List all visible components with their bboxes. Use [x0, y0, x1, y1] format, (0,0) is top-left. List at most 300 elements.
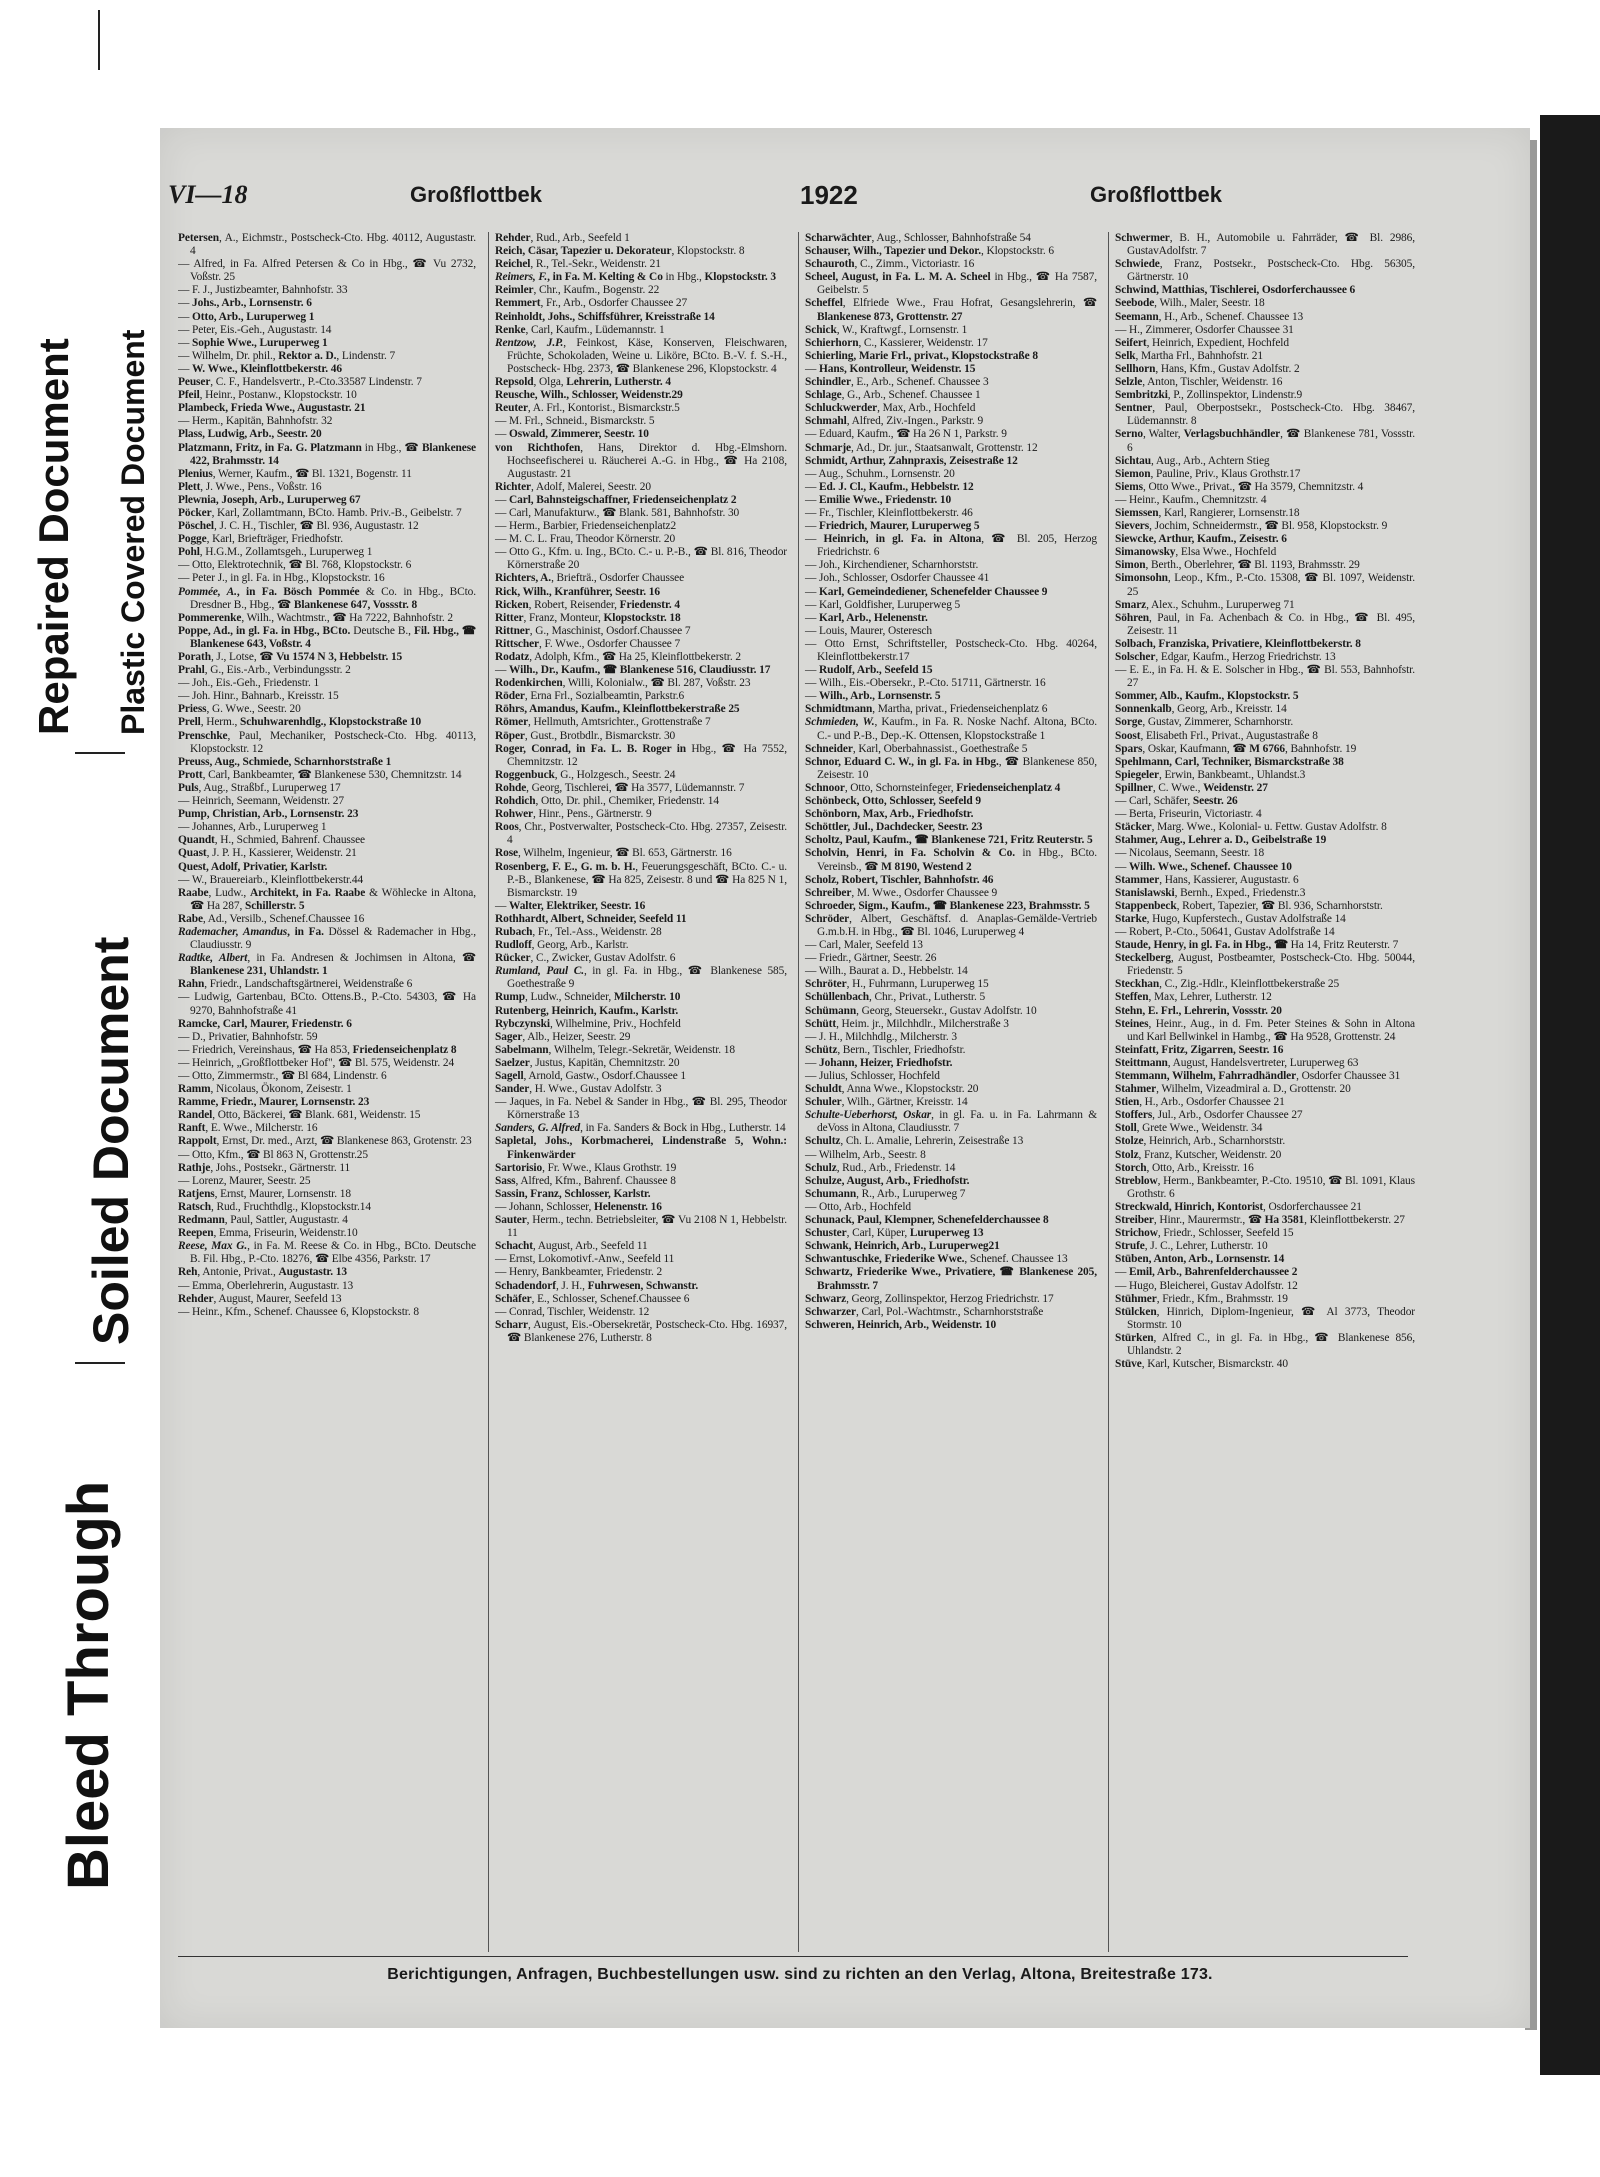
directory-entry: Pogge, Karl, Briefträger, Friedhofstr.	[178, 533, 343, 546]
directory-entry: Reichel, R., Tel.-Sekr., Weidenstr. 21	[495, 258, 661, 271]
directory-entry: Schmidt, Arthur, Zahnpraxis, Zeisestraße 12	[805, 454, 1018, 467]
directory-entry: Streblow, Herm., Bankbeamter, P.-Cto. 19510, ☎ Bl. 1091, Klaus Grothstr. 6	[1115, 1174, 1415, 1200]
directory-entry: Schwarz, Georg, Zollinspektor, Herzog Friedrichstr. 17	[805, 1292, 1054, 1305]
directory-entry: Ramcke, Carl, Maurer, Friedenstr. 6	[178, 1017, 352, 1030]
directory-entry: Rücker, C., Zwicker, Gustav Adolfstr. 6	[495, 952, 676, 965]
footer-divider	[178, 1956, 1408, 1957]
directory-entry: — Jaques, in Fa. Nebel & Sander in Hbg., ☎ Bl. 295, Theodor Körnerstraße 13	[495, 1096, 787, 1122]
label-repaired-document: Repaired Document	[30, 338, 77, 735]
directory-entry: — Ludwig, Gartenbau, BCto. Ottens.B., P.-Cto. 54303, ☎ Ha 9270, Bahnhofstraße 41	[178, 991, 476, 1017]
directory-entry: Simon, Berth., Oberlehrer, ☎ Bl. 1193, Brahmsstr. 29	[1115, 559, 1360, 572]
directory-entry: Simanowsky, Elsa Wwe., Hochfeld	[1115, 546, 1277, 559]
directory-entry: Rademacher, Amandus, in Fa. Dössel & Rademacher in Hbg., Claudiusstr. 9	[178, 925, 476, 952]
directory-entry: Rudloff, Georg, Arb., Karlstr.	[495, 939, 629, 952]
directory-entry: Steittmann, August, Handelsvertreter, Luruperweg 63	[1115, 1056, 1359, 1069]
directory-entry: Schumann, R., Arb., Luruperweg 7	[805, 1187, 966, 1200]
directory-entry: Pöschel, J. C. H., Tischler, ☎ Bl. 936, Augustastr. 12	[178, 520, 419, 533]
directory-entry: Schümann, Georg, Steuersekr., Gustav Adolfstr. 10	[805, 1004, 1037, 1017]
directory-entry: Rumland, Paul C., in gl. Fa. in Hbg., ☎ Blankenese 585, Goethestraße 9	[495, 965, 787, 991]
directory-entry: — Johannes, Arb., Luruperweg 1	[178, 821, 327, 834]
directory-entry: Schütt, Heim. jr., Milchhdlr., Milcherstraße 3	[805, 1017, 1009, 1030]
directory-column-2	[488, 232, 787, 1952]
directory-entry: Saelzer, Justus, Kapitän, Chemnitzstr. 20	[495, 1056, 680, 1069]
directory-entry: Pfeil, Heinr., Postanw., Klopstockstr. 10	[178, 389, 357, 402]
directory-entry: Petersen, A., Eichmstr., Postscheck-Cto. Hbg. 40112, Augustastr. 4	[178, 232, 476, 258]
directory-entry: — Henry, Bankbeamter, Friedenstr. 2	[495, 1266, 663, 1279]
directory-entry: Scholz, Robert, Tischler, Bahnhofstr. 46	[805, 873, 994, 886]
directory-entry: Stülcken, Hinrich, Diplom-Ingenieur, ☎ Al 3773, Theodor Stormstr. 10	[1115, 1305, 1415, 1331]
directory-entry: Plenius, Werner, Kaufm., ☎ Bl. 1321, Bogenstr. 11	[178, 467, 412, 480]
directory-entry: Rodenkirchen, Willi, Kolonialw., ☎ Bl. 287, Voßstr. 23	[495, 677, 751, 690]
directory-entry: — Hans, Kontrolleur, Weidenstr. 15	[805, 362, 976, 375]
directory-entry: Ricken, Robert, Reisender, Friedenstr. 4	[495, 598, 680, 611]
directory-entry: Stäcker, Marg. Wwe., Kolonial- u. Fettw. Gustav Adolfstr. 8	[1115, 821, 1387, 834]
directory-entry: Preuss, Aug., Schmiede, Scharnhorststraße 1	[178, 755, 392, 768]
directory-entry: — Karl, Arb., Helenenstr.	[805, 611, 928, 624]
directory-entry: Rittner, G., Maschinist, Osdorf.Chaussee 7	[495, 624, 691, 637]
directory-entry: Randel, Otto, Bäckerei, ☎ Blank. 681, Weidenstr. 15	[178, 1109, 421, 1122]
directory-entry: Stien, H., Arb., Osdorfer Chaussee 21	[1115, 1096, 1285, 1109]
directory-entry: Sauter, Herm., techn. Betriebsleiter, ☎ Vu 2108 N 1, Hebbelstr. 11	[495, 1214, 787, 1240]
directory-entry: Sonnenkalb, Georg, Arb., Kreisstr. 14	[1115, 703, 1287, 716]
directory-entry: Reinholdt, Johs., Schiffsführer, Kreisstraße 14	[495, 310, 715, 323]
directory-entry: Raabe, Ludw., Architekt, in Fa. Raabe & Wöhlecke in Altona, ☎ Ha 287, Schillerstr. 5	[178, 886, 476, 912]
directory-entry: Spehlmann, Carl, Techniker, Bismarckstraße 38	[1115, 755, 1344, 768]
directory-entry: Spiegeler, Erwin, Bankbeamt., Uhlandst.3	[1115, 768, 1306, 781]
directory-entry: — Alfred, in Fa. Alfred Petersen & Co in Hbg., ☎ Vu 2732, Voßstr. 25	[178, 258, 476, 284]
directory-entry: Simonsohn, Leop., Kfm., P.-Cto. 15308, ☎ Bl. 1097, Weidenstr. 25	[1115, 572, 1415, 598]
directory-entry: Stanislawski, Bernh., Exped., Friedenstr.3	[1115, 886, 1306, 899]
directory-entry: — Robert, P.-Cto., 50641, Gustav Adolfstraße 14	[1115, 925, 1335, 938]
directory-entry: — D., Privatier, Bahnhofstr. 59	[178, 1030, 318, 1043]
directory-entry: Schuster, Carl, Küper, Luruperweg 13	[805, 1227, 984, 1240]
directory-entry: Ratjens, Ernst, Maurer, Lornsenstr. 18	[178, 1187, 351, 1200]
directory-entry: Stürken, Alfred C., in gl. Fa. in Hbg., ☎ Blankenese 856, Uhlandstr. 2	[1115, 1331, 1415, 1357]
directory-entry: Römer, Hellmuth, Amtsrichter., Grottenstraße 7	[495, 716, 711, 729]
directory-entry: Scheel, August, in Fa. L. M. A. Scheel in Hbg., ☎ Ha 7587, Geibelstr. 5	[805, 271, 1097, 297]
directory-entry: Schönborn, Max, Arb., Friedhofstr.	[805, 808, 974, 821]
directory-entry: Quast, J. P. H., Kassierer, Weidenstr. 21	[178, 847, 357, 860]
directory-entry: — Otto Ernst, Schriftsteller, Postscheck-Cto. Hbg. 40264, Kleinflottbekerstr.17	[805, 637, 1097, 663]
directory-entry: Ritter, Franz, Monteur, Klopstockstr. 18	[495, 611, 681, 624]
directory-entry: Schunack, Paul, Klempner, Schenefelderchaussee 8	[805, 1214, 1049, 1227]
directory-entry: Rubach, Fr., Tel.-Ass., Weidenstr. 28	[495, 925, 662, 938]
directory-entry: Röper, Gust., Brotbdlr., Bismarckstr. 30	[495, 729, 676, 742]
directory-entry: Serno, Walter, Verlagsbuchhändler, ☎ Blankenese 781, Vossstr. 6	[1115, 428, 1415, 454]
header-year: 1922	[800, 180, 858, 210]
directory-entry: — Heinrich, Seemann, Weidenstr. 27	[178, 795, 344, 808]
directory-entry: Reepen, Emma, Friseurin, Weidenstr.10	[178, 1227, 358, 1240]
directory-entry: — Wilhelm, Dr. phil., Rektor a. D., Lindenstr. 7	[178, 349, 396, 362]
directory-entry: Steckhan, C., Zig.-Hdlr., Kleinflottbekerstraße 25	[1115, 978, 1340, 991]
directory-entry: Sichtau, Aug., Arb., Achtern Stieg	[1115, 454, 1270, 467]
directory-entry: — Rudolf, Arb., Seefeld 15	[805, 664, 933, 677]
directory-entry: Scharwächter, Aug., Schlosser, Bahnhofstraße 54	[805, 232, 1031, 244]
directory-entry: — Eduard, Kaufm., ☎ Ha 26 N 1, Parkstr. 9	[805, 428, 1007, 441]
directory-entry: Sass, Alfred, Kfm., Bahrenf. Chaussee 8	[495, 1174, 676, 1187]
directory-entry: Solscher, Edgar, Kaufm., Herzog Friedrichstr. 13	[1115, 651, 1336, 663]
directory-entry: Rybczynski, Wilhelmine, Priv., Hochfeld	[495, 1017, 681, 1030]
directory-entry: Schäfer, E., Schlosser, Schenef.Chaussee 6	[495, 1292, 690, 1305]
directory-entry: — Carl, Manufakturw., ☎ Blank. 581, Bahnhofstr. 30	[495, 506, 740, 519]
directory-entry: Smarz, Alex., Schuhm., Luruperweg 71	[1115, 598, 1295, 611]
directory-entry: Stammer, Hans, Kassierer, Augustastr. 6	[1115, 873, 1299, 886]
directory-entry: Platzmann, Fritz, in Fa. G. Platzmann in Hbg., ☎ Blankenese 422, Brahmsstr. 14	[178, 441, 476, 467]
directory-entry: Schwiede, Franz, Postsekr., Postscheck-Cto. Hbg. 56305, Gärtnerstr. 10	[1115, 258, 1415, 284]
directory-entry: — Otto, Elektrotechnik, ☎ Bl. 768, Klopstockstr. 6	[178, 559, 412, 572]
directory-entry: Rick, Wilh., Kranführer, Seestr. 16	[495, 585, 660, 598]
directory-entry: Radtke, Albert, in Fa. Andresen & Jochimsen in Altona, ☎ Blankenese 231, Uhlandstr. 1	[178, 952, 476, 978]
directory-entry: Scholvin, Henri, in Fa. Scholvin & Co. in Hbg., BCto. Vereinsb., ☎ M 8190, Westend 2	[805, 847, 1097, 873]
directory-entry: Schroeder, Sigm., Kaufm., ☎ Blankenese 223, Brahmsstr. 5	[805, 899, 1090, 912]
directory-entry: Sander, H. Wwe., Gustav Adolfstr. 3	[495, 1083, 662, 1096]
directory-entry: — Otto G., Kfm. u. Ing., BCto. C.- u. P.-B., ☎ Bl. 816, Theodor Körnerstraße 20	[495, 546, 787, 572]
directory-entry: Rodatz, Adolph, Kfm., ☎ Ha 25, Kleinflottbekerstr. 2	[495, 651, 741, 663]
directory-entry: — Joh., Eis.-Geh., Friedenstr. 1	[178, 677, 320, 690]
directory-entry: Schwank, Heinrich, Arb., Luruperweg21	[805, 1240, 1000, 1253]
directory-entry: — Friedrich, Vereinshaus, ☎ Ha 853, Friedenseichenplatz 8	[178, 1043, 457, 1056]
directory-entry: Ranft, E. Wwe., Milcherstr. 16	[178, 1122, 318, 1135]
directory-entry: Sassin, Franz, Schlosser, Karlstr.	[495, 1187, 651, 1200]
directory-entry: — Johann, Schlosser, Helenenstr. 16	[495, 1200, 662, 1213]
directory-entry: — Louis, Maurer, Osteresch	[805, 624, 932, 637]
directory-entry: Sellhorn, Hans, Kfm., Gustav Adolfstr. 2	[1115, 362, 1300, 375]
directory-entry: — Wilhelm, Arb., Seestr. 8	[805, 1148, 926, 1161]
directory-entry: — Sophie Wwe., Luruperweg 1	[178, 336, 328, 349]
directory-entry: — Walter, Elektriker, Seestr. 16	[495, 899, 646, 912]
directory-entry: Porath, J., Lotse, ☎ Vu 1574 N 3, Hebbelstr. 15	[178, 651, 403, 663]
directory-entry: Schröter, H., Fuhrmann, Luruperweg 15	[805, 978, 989, 991]
directory-entry: Schacht, August, Arb., Seefeld 11	[495, 1240, 648, 1253]
directory-entry: Rentzow, J.P., Feinkost, Käse, Konserven, Fleischwaren, Früchte, Schokoladen, Weine u. Liköre, BCto. B.-V. f. S.-H., Postscheck- Hbg. 2373, ☎ Blankenese 296, Klopstockstr. 4	[495, 336, 787, 375]
directory-entry: Prott, Carl, Bankbeamter, ☎ Blankenese 530, Chemnitzstr. 14	[178, 768, 462, 781]
directory-entry: Renke, Carl, Kaufm., Lüdemannstr. 1	[495, 323, 665, 336]
directory-entry: Schröder, Albert, Geschäftsf. d. Anaplas-Gemälde-Vertrieb G.m.b.H. in Hbg., ☎ Bl. 1046, Luruperweg 4	[805, 912, 1097, 938]
directory-entry: Rothhardt, Albert, Schneider, Seefeld 11	[495, 912, 687, 925]
directory-entry: Scheffel, Elfriede Wwe., Frau Hofrat, Gesangslehrerin, ☎ Blankenese 873, Grottenstr. 27	[805, 297, 1097, 323]
directory-entry: — H., Zimmerer, Osdorfer Chaussee 31	[1115, 323, 1294, 336]
directory-entry: Schlage, G., Arb., Schenef. Chaussee 1	[805, 389, 981, 402]
directory-entry: — Otto, Zimmermstr., ☎ Bl 684, Lindenstr. 6	[178, 1070, 387, 1082]
directory-entry: Quandt, H., Schmied, Bahrenf. Chaussee	[178, 834, 365, 847]
label-bleed-through: Bleed Through	[56, 1480, 121, 1890]
directory-entry: Sabelmann, Wilhelm, Telegr.-Sekretär, Weidenstr. 18	[495, 1043, 735, 1056]
directory-entry: Sommer, Alb., Kaufm., Klopstockstr. 5	[1115, 690, 1299, 703]
directory-entry: Plambeck, Frieda Wwe., Augustastr. 21	[178, 402, 366, 415]
directory-entry: Schuldt, Anna Wwe., Klopstockstr. 20	[805, 1083, 979, 1096]
directory-entry: Streiber, Hinr., Maurermstr., ☎ Ha 3581, Kleinflottbekerstr. 27	[1115, 1214, 1405, 1227]
directory-entry: Schindler, E., Arb., Schenef. Chaussee 3	[805, 376, 989, 389]
directory-entry: Schick, W., Kraftwgf., Lornsenstr. 1	[805, 323, 968, 336]
directory-entry: — Carl, Bahnsteigschaffner, Friedenseichenplatz 2	[495, 493, 737, 506]
page-number: VI—18	[168, 180, 248, 209]
directory-entry: Pommée, A., in Fa. Bösch Pommée & Co. in Hbg., BCto. Dresdner B., Hbg., ☎ Blankenese 647, Vossstr. 8	[178, 585, 476, 611]
directory-entry: Stemmann, Wilhelm, Fahrradhändler, Osdorfer Chaussee 31	[1115, 1070, 1401, 1082]
directory-entry: Schulte-Ueberhorst, Oskar, in gl. Fa. u. in Fa. Lahrmann & deVoss in Altona, Claudiusstr. 7	[805, 1109, 1097, 1135]
directory-entry: Rahn, Friedr., Landschaftsgärtnerei, Weidenstraße 6	[178, 978, 413, 991]
directory-entry: Schütz, Bern., Tischler, Friedhofstr.	[805, 1043, 966, 1056]
directory-entry: Rump, Ludw., Schneider, Milcherstr. 10	[495, 991, 681, 1004]
label-divider	[75, 752, 125, 754]
label-divider	[98, 10, 100, 70]
directory-entry: Scholtz, Paul, Kaufm., ☎ Blankenese 721, Fritz Reuterstr. 5	[805, 834, 1093, 847]
label-plastic-covered-document: Plastic Covered Document	[115, 329, 151, 735]
directory-entry: Strufe, J. C., Lehrer, Lutherstr. 10	[1115, 1240, 1268, 1253]
directory-entry: Schierhorn, C., Kassierer, Weidenstr. 17	[805, 336, 988, 349]
directory-entry: Reuter, A. Frl., Kontorist., Bismarckstr.5	[495, 402, 680, 415]
directory-entry: Rutenberg, Heinrich, Kaufm., Karlstr.	[495, 1004, 679, 1017]
directory-entry: Schmahl, Alfred, Ziv.-Ingen., Parkstr. 9	[805, 415, 984, 428]
directory-entry: — Wilh. Wwe., Schenef. Chaussee 10	[1115, 860, 1292, 873]
directory-entry: Roger, Conrad, in Fa. L. B. Roger in Hbg., ☎ Ha 7552, Chemnitzstr. 12	[495, 742, 787, 768]
directory-entry: Schnoor, Otto, Schornsteinfeger, Friedenseichenplatz 4	[805, 781, 1061, 794]
directory-entry: Spillner, C. Wwe., Weidenstr. 27	[1115, 781, 1268, 794]
directory-entry: Plewnia, Joseph, Arb., Luruperweg 67	[178, 493, 361, 506]
directory-entry: — Wilh., Eis.-Obersekr., P.-Cto. 51711, Gärtnerstr. 16	[805, 677, 1046, 690]
directory-entry: Stoffers, Jul., Arb., Osdorfer Chaussee 27	[1115, 1109, 1303, 1122]
directory-entry: Plett, J. Wwe., Pens., Voßstr. 16	[178, 480, 322, 493]
directory-entry: — Ed. J. Cl., Kaufm., Hebbelstr. 12	[805, 480, 974, 493]
directory-entry: — Friedrich, Maurer, Luruperweg 5	[805, 520, 980, 533]
directory-entry: — Aug., Schuhm., Lornsenstr. 20	[805, 467, 955, 480]
directory-entry: — Wilh., Baurat a. D., Hebbelstr. 14	[805, 965, 968, 978]
directory-entry: Plass, Ludwig, Arb., Seestr. 20	[178, 428, 322, 441]
directory-entry: Reimler, Chr., Kaufm., Bogenstr. 22	[495, 284, 660, 297]
directory-entry: — Lorenz, Maurer, Seestr. 25	[178, 1174, 311, 1187]
directory-entry: Rosenberg, F. E., G. m. b. H., Feuerungsgeschäft, BCto. C.- u. P.-B., Blankenese, ☎ Ha 825, Zeisestr. 8 und ☎ Ha 825 N 1, Bismarckstr. 19	[495, 860, 787, 899]
directory-entry: Schneider, Karl, Oberbahnassist., Goethestraße 5	[805, 742, 1028, 755]
directory-entry: Sentner, Paul, Oberpostsekr., Postscheck-Cto. Hbg. 38467, Lüdemannstr. 8	[1115, 402, 1415, 428]
directory-entry: Priess, G. Wwe., Seestr. 20	[178, 703, 301, 716]
directory-entry: — Fr., Tischler, Kleinflottbekerstr. 46	[805, 506, 973, 519]
directory-entry: Ramme, Friedr., Maurer, Lornsenstr. 23	[178, 1096, 370, 1109]
directory-entry: — Nicolaus, Seemann, Seestr. 18	[1115, 847, 1265, 860]
directory-entry: Seebode, Wilh., Maler, Seestr. 18	[1115, 297, 1265, 310]
directory-entry: — Otto, Kfm., ☎ Bl 863 N, Grottenstr.25	[178, 1148, 369, 1161]
directory-entry: Reese, Max G., in Fa. M. Reese & Co. in Hbg., BCto. Deutsche B. Fil. Hbg., P.-Cto. 18276, ☎ Elbe 4356, Parkstr. 17	[178, 1240, 476, 1266]
directory-entry: Rohwer, Hinr., Pens., Gärtnerstr. 9	[495, 808, 652, 821]
directory-entry: Siemssen, Karl, Rangierer, Lornsenstr.18	[1115, 506, 1300, 519]
directory-entry: Schultz, Ch. L. Amalie, Lehrerin, Zeisestraße 13	[805, 1135, 1024, 1148]
directory-entry: Reimers, F., in Fa. M. Kelting & Co in Hbg., Klopstockstr. 3	[495, 271, 777, 284]
directory-entry: — J. H., Milchhdlg., Milcherstr. 3	[805, 1030, 957, 1043]
directory-entry: Stolze, Heinrich, Arb., Scharnhorststr.	[1115, 1135, 1286, 1148]
directory-entry: — Herm., Barbier, Friedenseichenplatz2	[495, 520, 677, 533]
directory-entry: — Karl, Gemeindediener, Schenefelder Chaussee 9	[805, 585, 1048, 598]
directory-entry: Siemon, Pauline, Priv., Klaus Grothstr.17	[1115, 467, 1301, 480]
directory-page	[160, 128, 1530, 2028]
directory-entry: Schweren, Heinrich, Arb., Weidenstr. 10	[805, 1318, 997, 1331]
directory-entry: Pöcker, Karl, Zollamtmann, BCto. Hamb. Priv.-B., Geibelstr. 7	[178, 506, 462, 519]
directory-entry: Streckwald, Hinrich, Kontorist, Osdorferchaussee 21	[1115, 1200, 1362, 1213]
directory-entry: Rabe, Ad., Versilb., Schenef.Chaussee 16	[178, 912, 365, 925]
directory-entry: Schwarzer, Carl, Pol.-Wachtmstr., Scharnhorststraße	[805, 1305, 1044, 1318]
directory-entry: Soost, Elisabeth Frl., Privat., Augustastraße 8	[1115, 729, 1318, 742]
directory-entry: Schwartz, Friederike Wwe., Privatiere, ☎ Blankenese 205, Brahmsstr. 7	[805, 1266, 1097, 1292]
directory-entry: Ramm, Nicolaus, Ökonom, Zeisestr. 1	[178, 1083, 352, 1096]
directory-entry: Stolz, Franz, Kutscher, Weidenstr. 20	[1115, 1148, 1282, 1161]
directory-entry: — Johann, Heizer, Friedhofstr.	[805, 1056, 953, 1069]
directory-entry: Rohde, Georg, Tischlerei, ☎ Ha 3577, Lüdemannstr. 7	[495, 781, 745, 794]
directory-entry: Rose, Wilhelm, Ingenieur, ☎ Bl. 653, Gärtnerstr. 16	[495, 847, 732, 860]
directory-entry: Rehder, August, Maurer, Seefeld 13	[178, 1292, 342, 1305]
directory-entry: — Joh. Hinr., Bahnarb., Kreisstr. 15	[178, 690, 339, 703]
directory-entry: — Hugo, Bleicherei, Gustav Adolfstr. 12	[1115, 1279, 1298, 1292]
directory-entry: Schwantuschke, Friederike Wwe., Schenef. Chaussee 13	[805, 1253, 1068, 1266]
directory-entry: Selzle, Anton, Tischler, Weidenstr. 16	[1115, 376, 1283, 389]
directory-entry: — F. J., Justizbeamter, Bahnhofstr. 33	[178, 284, 348, 297]
directory-entry: Pommerenke, Wilh., Wachtmstr., ☎ Ha 7222, Bahnhofstr. 2	[178, 611, 453, 624]
directory-entry: Rohdich, Otto, Dr. phil., Chemiker, Friedenstr. 14	[495, 795, 719, 808]
directory-entry: Rappolt, Ernst, Dr. med., Arzt, ☎ Blankenese 863, Grotenstr. 23	[178, 1135, 472, 1148]
directory-entry: Richter, Adolf, Malerei, Seestr. 20	[495, 480, 651, 493]
directory-entry: Richters, A., Briefträ., Osdorfer Chaussee	[495, 572, 685, 585]
directory-entry: Scharr, August, Eis.-Obersekretär, Postscheck-Cto. Hbg. 16937, ☎ Blankenese 276, Lutherstr. 8	[495, 1318, 787, 1344]
directory-entry: Reh, Antonie, Privat., Augustastr. 13	[178, 1266, 347, 1279]
directory-entry: Prenschke, Paul, Mechaniker, Postscheck-Cto. Hbg. 40113, Klopstockstr. 12	[178, 729, 476, 755]
directory-entry: — Heinr., Kfm., Schenef. Chaussee 6, Klopstockstr. 8	[178, 1305, 419, 1318]
directory-entry: Stappenbeck, Robert, Tapezier, ☎ Bl. 936, Scharnhorststr.	[1115, 899, 1383, 912]
directory-entry: Siewcke, Arthur, Kaufm., Zeisestr. 6	[1115, 533, 1287, 546]
directory-entry: Schluckwerder, Max, Arb., Hochfeld	[805, 402, 976, 415]
directory-entry: — Friedr., Gärtner, Seestr. 26	[805, 952, 937, 965]
directory-entry: — Conrad, Tischler, Weidenstr. 12	[495, 1305, 650, 1318]
directory-entry: Roos, Chr., Postverwalter, Postscheck-Cto. Hbg. 27357, Zeisestr. 4	[495, 821, 787, 847]
directory-entry: — Wilh., Dr., Kaufm., ☎ Blankenese 516, Claudiusstr. 17	[495, 664, 771, 677]
directory-entry: Poppe, Ad., in gl. Fa. in Hbg., BCto. Deutsche B., Fil. Hbg., ☎ Blankenese 643, Voßstr. 4	[178, 624, 476, 650]
directory-entry: Sembritzki, P., Zollinspektor, Lindenstr.9	[1115, 389, 1303, 402]
directory-entry: — Otto, Arb., Luruperweg 1	[178, 310, 315, 323]
directory-entry: Schönbeck, Otto, Schlosser, Seefeld 9	[805, 795, 981, 808]
directory-entry: — Heinrich, in gl. Fa. in Altona, ☎ Bl. 205, Herzog Friedrichstr. 6	[805, 533, 1097, 559]
directory-entry: — Ernst, Lokomotivf.-Anw., Seefeld 11	[495, 1253, 675, 1266]
directory-entry: Steinfatt, Fritz, Zigarren, Seestr. 16	[1115, 1043, 1284, 1056]
directory-entry: — Herm., Kapitän, Bahnhofstr. 32	[178, 415, 333, 428]
directory-entry: Quest, Adolf, Privatier, Karlstr.	[178, 860, 328, 873]
directory-column-1	[178, 232, 476, 1952]
directory-entry: — Berta, Friseurin, Victoriastr. 4	[1115, 808, 1262, 821]
directory-entry: — Peter, Eis.-Geh., Augustastr. 14	[178, 323, 332, 336]
directory-entry: Prell, Herm., Schuhwarenhdlg., Klopstockstraße 10	[178, 716, 422, 729]
directory-entry: Rehder, Rud., Arb., Seefeld 1	[495, 232, 630, 244]
directory-entry: Pump, Christian, Arb., Lornsenstr. 23	[178, 808, 359, 821]
directory-entry: Selk, Martha Frl., Bahnhofstr. 21	[1115, 349, 1263, 362]
directory-entry: Steines, Heinr., Aug., in d. Fm. Peter Steines & Sohn in Altona und Karl Bellwinkel in Hambg., ☎ Ha 9528, Grottenstr. 24	[1115, 1017, 1415, 1043]
directory-entry: — Johs., Arb., Lornsenstr. 6	[178, 297, 312, 310]
directory-entry: — Julius, Schlosser, Hochfeld	[805, 1070, 940, 1082]
directory-entry: Sagell, Arnold, Gastw., Osdorf.Chaussee 1	[495, 1070, 687, 1082]
directory-entry: Schnor, Eduard C. W., in gl. Fa. in Hbg., ☎ Blankenese 850, Zeisestr. 10	[805, 755, 1097, 781]
directory-entry: Schmarje, Ad., Dr. jur., Staatsanwalt, Grottenstr. 12	[805, 441, 1038, 454]
directory-entry: Schadendorf, J. H., Fuhrwesen, Schwanstr.	[495, 1279, 699, 1292]
directory-entry: Schüllenbach, Chr., Privat., Lutherstr. 5	[805, 991, 986, 1004]
directory-entry: — W. Wwe., Kleinflottbekerstr. 46	[178, 362, 342, 375]
directory-entry: Pohl, H.G.M., Zollamtsgeh., Luruperweg 1	[178, 546, 373, 559]
header-place-right: Großflottbek	[1090, 182, 1222, 207]
directory-entry: von Richthofen, Hans, Direktor d. Hbg.-Elmshorn. Hochseefischerei u. Räucherei A.-G. in Hbg., ☎ Ha 2108, Augustastr. 21	[495, 441, 787, 480]
directory-entry: Sievers, Jochim, Schneidermstr., ☎ Bl. 958, Klopstockstr. 9	[1115, 520, 1388, 533]
directory-entry: — Karl, Goldfisher, Luruperweg 5	[805, 598, 961, 611]
directory-entry: Schmieden, W., Kaufm., in Fa. R. Noske Nachf. Altona, BCto. C.- und P.-B., Dep.-K. Ottensen, Klopstockstraße 1	[805, 716, 1097, 742]
directory-entry: Schuler, Wilh., Gärtner, Kreisstr. 14	[805, 1096, 968, 1109]
directory-entry: Seemann, H., Arb., Schenef. Chaussee 13	[1115, 310, 1304, 323]
directory-entry: Solbach, Franziska, Privatiere, Kleinflottbekerstr. 8	[1115, 637, 1361, 650]
directory-entry: — Emil, Arb., Bahrenfelderchaussee 2	[1115, 1266, 1298, 1279]
directory-entry: — Peter J., in gl. Fa. in Hbg., Klopstockstr. 16	[178, 572, 385, 585]
directory-entry: — Otto, Arb., Hochfeld	[805, 1200, 911, 1213]
label-divider	[75, 1362, 125, 1364]
directory-entry: — E. E., in Fa. H. & E. Solscher in Hbg., ☎ Bl. 553, Bahnhofstr. 27	[1115, 664, 1415, 690]
directory-entry: Peuser, C. F., Handelsvertr., P.-Cto.33587 Lindenstr. 7	[178, 376, 422, 389]
directory-entry: Sapletal, Johs., Korbmacherei, Lindenstraße 5, Wohn.: Finkenwärder	[495, 1135, 787, 1161]
directory-entry: — Carl, Maler, Seefeld 13	[805, 939, 923, 952]
adjacent-page-edge	[1540, 115, 1600, 2075]
directory-entry: Remmert, Fr., Arb., Osdorfer Chaussee 27	[495, 297, 688, 310]
directory-entry: Stüve, Karl, Kutscher, Bismarckstr. 40	[1115, 1358, 1288, 1371]
directory-entry: Rathje, Johs., Postsekr., Gärtnerstr. 11	[178, 1161, 351, 1174]
directory-entry: Roggenbuck, G., Holzgesch., Seestr. 24	[495, 768, 676, 781]
directory-entry: — Oswald, Zimmerer, Seestr. 10	[495, 428, 649, 441]
directory-entry: Steffen, Max, Lehrer, Lutherstr. 12	[1115, 991, 1272, 1004]
directory-entry: — Joh., Kirchendiener, Scharnhorststr.	[805, 559, 979, 572]
directory-entry: Steckelberg, August, Postbeamter, Postscheck-Cto. Hbg. 50044, Friedenstr. 5	[1115, 952, 1415, 978]
directory-entry: Schierling, Marie Frl., privat., Klopstockstraße 8	[805, 349, 1038, 362]
directory-entry: Redmann, Paul, Sattler, Augustastr. 4	[178, 1214, 348, 1227]
directory-entry: Schulz, Rud., Arb., Friedenstr. 14	[805, 1161, 956, 1174]
directory-columns	[178, 232, 1418, 1952]
directory-entry: — Wilh., Arb., Lornsenstr. 5	[805, 690, 941, 703]
directory-entry: Stoll, Grete Wwe., Weidenstr. 34	[1115, 1122, 1263, 1135]
directory-entry: Seifert, Heinrich, Expedient, Hochfeld	[1115, 336, 1289, 349]
directory-entry: — Heinr., Kaufm., Chemnitzstr. 4	[1115, 493, 1267, 506]
directory-entry: Schwind, Matthias, Tischlerei, Osdorferchaussee 6	[1115, 284, 1356, 297]
directory-entry: Schulze, August, Arb., Friedhofstr.	[805, 1174, 970, 1187]
directory-entry: Schwermer, B. H., Automobile u. Fahrräder, ☎ Bl. 2986, GustavAdolfstr. 7	[1115, 232, 1415, 258]
directory-entry: Reich, Cäsar, Tapezier u. Dekorateur, Klopstockstr. 8	[495, 245, 745, 258]
directory-entry: Stühmer, Friedr., Kfm., Brahmsstr. 19	[1115, 1292, 1288, 1305]
directory-entry: Sager, Alb., Heizer, Seestr. 29	[495, 1030, 631, 1043]
directory-entry: Röder, Erna Frl., Sozialbeamtin, Parkstr.6	[495, 690, 685, 703]
directory-entry: Söhren, Paul, in Fa. Achenbach & Co. in Hbg., ☎ Bl. 495, Zeisestr. 11	[1115, 611, 1415, 637]
directory-entry: Stahmer, Wilhelm, Vizeadmiral a. D., Grottenstr. 20	[1115, 1083, 1351, 1096]
header-place-left: Großflottbek	[410, 182, 542, 207]
directory-entry: Starke, Hugo, Kupferstech., Gustav Adolfstraße 14	[1115, 912, 1346, 925]
directory-entry: Siems, Otto Wwe., Privat., ☎ Ha 3579, Chemnitzstr. 4	[1115, 480, 1364, 493]
directory-entry: Schmidtmann, Martha, privat., Friedenseichenplatz 6	[805, 703, 1048, 716]
directory-entry: — Heinrich, „Großflottbeker Hof", ☎ Bl. 575, Weidenstr. 24	[178, 1056, 455, 1069]
directory-entry: Röhrs, Amandus, Kaufm., Kleinflottbekerstraße 25	[495, 703, 740, 716]
label-soiled-document: Soiled Document	[83, 936, 139, 1345]
directory-entry: Stahmer, Aug., Lehrer a. D., Geibelstraße 19	[1115, 834, 1327, 847]
directory-entry: Prahl, G., Eis.-Arb., Verbindungsstr. 2	[178, 664, 351, 677]
directory-entry: — M. C. L. Frau, Theodor Körnerstr. 20	[495, 533, 676, 546]
directory-entry: Repsold, Olga, Lehrerin, Lutherstr. 4	[495, 376, 672, 389]
directory-entry: Sorge, Gustav, Zimmerer, Scharnhorstr.	[1115, 716, 1294, 729]
directory-entry: Puls, Aug., Straßbf., Luruperweg 17	[178, 781, 341, 794]
directory-entry: Schauser, Wilh., Tapezier und Dekor., Klopstockstr. 6	[805, 245, 1054, 258]
directory-entry: — Carl, Schäfer, Seestr. 26	[1115, 795, 1238, 808]
directory-entry: Schöttler, Jul., Dachdecker, Seestr. 23	[805, 821, 983, 834]
directory-entry: Ratsch, Rud., Fruchthdlg., Klopstockstr.14	[178, 1200, 371, 1213]
directory-entry: Stehn, E. Frl., Lehrerin, Vossstr. 20	[1115, 1004, 1282, 1017]
directory-entry: — M. Frl., Schneid., Bismarckstr. 5	[495, 415, 655, 428]
directory-entry: Staude, Henry, in gl. Fa. in Hbg., ☎ Ha 14, Fritz Reuterstr. 7	[1115, 939, 1399, 952]
directory-entry: — W., Brauereiarb., Kleinflottbekerstr.44	[178, 873, 364, 886]
directory-entry: Strichow, Friedr., Schlosser, Seefeld 15	[1115, 1227, 1294, 1240]
directory-entry: Reusche, Wilh., Schlosser, Weidenstr.29	[495, 389, 683, 402]
directory-entry: Spars, Oskar, Kaufmann, ☎ M 6766, Bahnhofstr. 19	[1115, 742, 1357, 755]
directory-entry: Schauroth, C., Zimm., Victoriastr. 16	[805, 258, 975, 271]
